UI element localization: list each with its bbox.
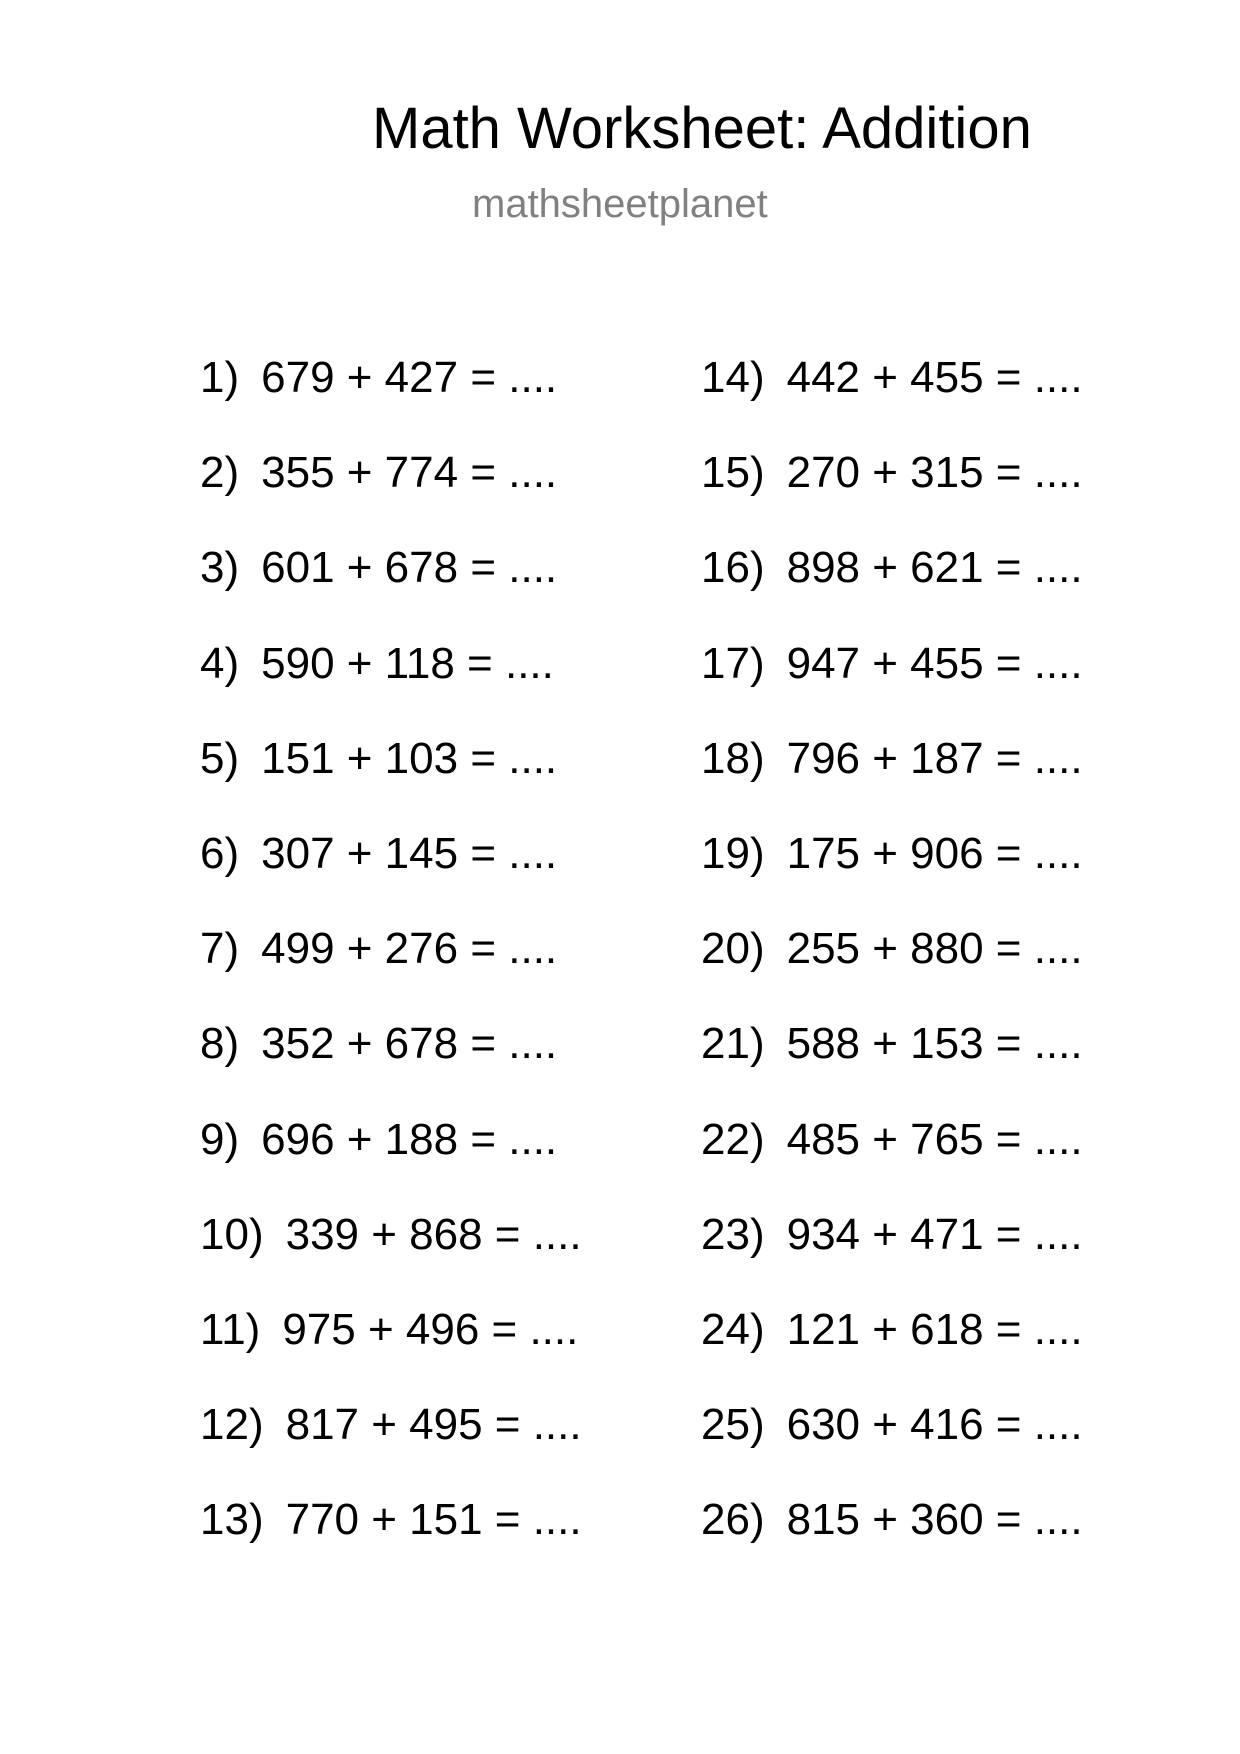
problem-expression: 770 + 151 = .... <box>285 1495 582 1545</box>
problem-expression: 679 + 427 = .... <box>261 353 558 402</box>
problem-item <box>200 924 582 1022</box>
problem-number: 13) <box>200 1495 264 1545</box>
problem-number: 6) <box>200 828 240 878</box>
problem-expression: 817 + 495 = .... <box>285 1400 582 1450</box>
problem-number: 1) <box>200 353 240 402</box>
problem-number: 24) <box>701 1304 765 1354</box>
problem-expression: 696 + 188 = .... <box>261 1114 558 1164</box>
problems-column-right <box>701 353 1083 1593</box>
problem-expression: 815 + 360 = .... <box>786 1495 1083 1545</box>
problem-number: 15) <box>701 448 765 498</box>
problem-item <box>701 1304 1083 1403</box>
problem-item <box>200 353 582 451</box>
problem-expression: 898 + 621 = .... <box>786 543 1083 593</box>
problem-item <box>200 448 582 546</box>
problem-item <box>200 1114 582 1213</box>
problem-number: 25) <box>701 1400 765 1450</box>
problem-expression: 485 + 765 = .... <box>786 1114 1083 1164</box>
problem-item <box>200 1400 582 1498</box>
worksheet-title: Math Worksheet: Addition <box>372 96 1032 161</box>
problem-expression: 339 + 868 = .... <box>285 1209 582 1259</box>
problem-expression: 796 + 187 = .... <box>786 733 1083 783</box>
problem-expression: 630 + 416 = .... <box>786 1400 1083 1450</box>
problem-number: 23) <box>701 1209 765 1259</box>
problem-number: 3) <box>200 543 240 593</box>
problem-item <box>701 733 1083 832</box>
problem-item <box>200 828 582 927</box>
problem-expression: 307 + 145 = .... <box>261 828 558 878</box>
problem-item <box>701 543 1083 641</box>
problem-expression: 270 + 315 = .... <box>786 448 1083 498</box>
problem-number: 21) <box>701 1019 765 1069</box>
problem-number: 8) <box>200 1019 240 1069</box>
problem-number: 22) <box>701 1114 765 1164</box>
problem-number: 14) <box>701 353 765 402</box>
problem-number: 10) <box>200 1209 264 1259</box>
problem-item <box>701 638 1083 737</box>
problem-number: 4) <box>200 638 240 688</box>
problem-item <box>200 1304 582 1403</box>
problem-expression: 601 + 678 = .... <box>261 543 558 593</box>
problem-item <box>701 1400 1083 1498</box>
problem-number: 17) <box>701 638 765 688</box>
problem-item <box>200 638 582 737</box>
problem-number: 2) <box>200 448 240 498</box>
problem-item <box>701 1114 1083 1213</box>
problem-item <box>701 448 1083 546</box>
problem-expression: 934 + 471 = .... <box>786 1209 1083 1259</box>
problem-number: 5) <box>200 733 240 783</box>
problem-number: 19) <box>701 828 765 878</box>
problem-expression: 255 + 880 = .... <box>786 924 1083 974</box>
problem-item <box>701 1019 1083 1117</box>
problem-number: 26) <box>701 1495 765 1545</box>
problem-item <box>701 924 1083 1022</box>
problem-expression: 355 + 774 = .... <box>261 448 558 498</box>
problem-expression: 590 + 118 = .... <box>261 638 554 688</box>
problem-item <box>701 1495 1083 1593</box>
problem-item <box>701 1209 1083 1308</box>
problem-number: 12) <box>200 1400 264 1450</box>
problem-item <box>200 1495 582 1593</box>
problem-item <box>200 733 582 832</box>
problems-column-left <box>200 353 582 1593</box>
problem-expression: 175 + 906 = .... <box>786 828 1083 878</box>
problem-expression: 151 + 103 = .... <box>261 733 558 783</box>
problem-expression: 352 + 678 = .... <box>261 1019 558 1069</box>
problem-expression: 121 + 618 = .... <box>786 1304 1083 1354</box>
worksheet-subtitle: mathsheetplanet <box>472 182 768 226</box>
problem-expression: 499 + 276 = .... <box>261 924 558 974</box>
problem-item <box>200 1019 582 1117</box>
problem-number: 18) <box>701 733 765 783</box>
problem-item <box>200 1209 582 1308</box>
problem-expression: 975 + 496 = .... <box>282 1304 579 1354</box>
problem-expression: 442 + 455 = .... <box>786 353 1083 402</box>
problem-number: 9) <box>200 1114 240 1164</box>
problem-number: 16) <box>701 543 765 593</box>
problem-expression: 588 + 153 = .... <box>786 1019 1083 1069</box>
problem-number: 20) <box>701 924 765 974</box>
problem-item <box>701 828 1083 927</box>
problem-item <box>200 543 582 641</box>
problem-expression: 947 + 455 = .... <box>786 638 1083 688</box>
problem-number: 7) <box>200 924 240 974</box>
problem-item <box>701 353 1083 451</box>
problem-number: 11) <box>200 1304 261 1354</box>
